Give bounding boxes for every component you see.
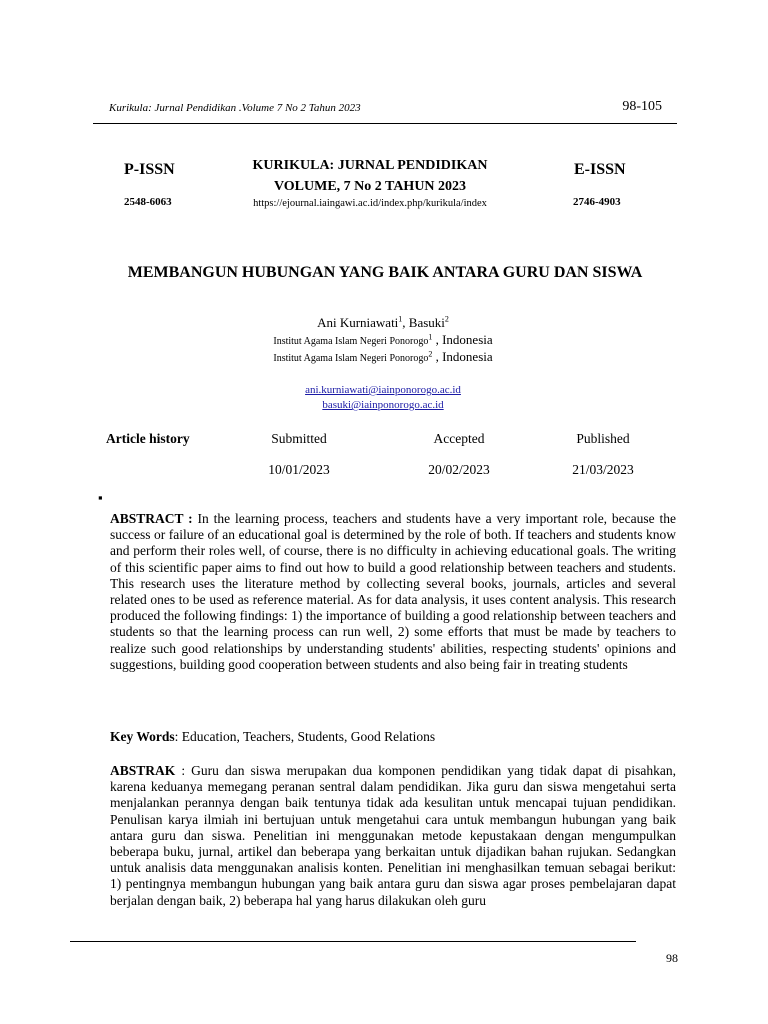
keywords-text: : Education, Teachers, Students, Good Relations bbox=[174, 729, 436, 744]
journal-url: https://ejournal.iaingawi.ac.id/index.php/kurikula/index bbox=[253, 198, 487, 209]
affiliation-2-country: , Indonesia bbox=[432, 349, 493, 364]
journal-name: KURIKULA: JURNAL PENDIDIKAN bbox=[252, 158, 488, 173]
page-range: 98-105 bbox=[622, 99, 662, 114]
p-issn-number: 2548-6063 bbox=[124, 196, 172, 208]
abstract-indonesian-text: : Guru dan siswa merupakan dua komponen pendidikan yang tidak dapat di pisahkan, karena keduanya memegang peranan sentral dalam pendidikan. Jika guru dan siswa mengetahui serta menjalankan perannya dengan baik tentunya tidak ada kesulitan untuk mencapai tujuan pendidikan. Penulisan karya ilmiah ini bertujuan untuk mengetahui cara untuk membangun hubungan yang baik antara guru dan siswa. Penelitian ini menggunakan metode kepustakaan dengan mengumpulkan beberapa buku, jurnal, artikel dan beberapa yang berkaitan untuk dijadikan bahan rujukan. Sedangkan untuk analisis data menggunakan analisis konten. Penelitian ini menghasilkan temuan sebagai berikut: 1) pentingnya membangun hubungan yang baik antara guru dan siswa agar proses pembelajaran dapat berjalan dengan baik, 2) beberapa hal yang harus dilakukan oleh guru bbox=[110, 763, 676, 908]
accepted-date: 20/02/2023 bbox=[428, 462, 490, 477]
authors bbox=[200, 315, 566, 331]
author-1: Ani Kurniawati bbox=[317, 315, 399, 330]
affiliation-1-name: Institut Agama Islam Negeri Ponorogo bbox=[273, 336, 429, 347]
published-date: 21/03/2023 bbox=[572, 462, 634, 477]
abstract-english bbox=[110, 511, 676, 673]
article-title: MEMBANGUN HUBUNGAN YANG BAIK ANTARA GURU DAN SISWA bbox=[127, 264, 643, 281]
affiliation-1-mark: 1 bbox=[428, 332, 433, 342]
keywords bbox=[110, 729, 435, 745]
article-history-label: Article history bbox=[106, 431, 190, 446]
affiliation-1-country: , Indonesia bbox=[432, 332, 493, 347]
submitted-label: Submitted bbox=[271, 431, 327, 446]
email-link-1[interactable]: ani.kurniawati@iainponorogo.ac.id bbox=[305, 384, 461, 396]
author-2: Basuki bbox=[408, 315, 445, 330]
page-number: 98 bbox=[666, 951, 678, 965]
e-issn-number: 2746-4903 bbox=[573, 196, 621, 208]
keywords-label: Key Words bbox=[110, 729, 175, 744]
accepted-label: Accepted bbox=[433, 431, 485, 446]
e-issn-label: E-ISSN bbox=[574, 161, 626, 178]
affiliation-1 bbox=[180, 332, 586, 348]
header-rule bbox=[93, 123, 677, 124]
affiliation-2 bbox=[180, 349, 586, 365]
abstract-english-label: ABSTRACT : bbox=[110, 511, 193, 526]
submitted-date: 10/01/2023 bbox=[268, 462, 330, 477]
bullet-marker: ▪ bbox=[98, 490, 103, 505]
abstract-english-text: In the learning process, teachers and students have a very important role, because the success or failure of an educational goal is determined by the role of both. If teachers and students know and perform their roles well, of course, there is no difficulty in achieving educational goals. The writing of this scientific paper aims to find out how to build a good relationship between teachers and students. This research uses the literature method by collecting several books, journals, articles and several related ones to be used as reference material. As for data analysis, it uses content analysis. This research produced the following findings: 1) the importance of building a good relationship between teachers and students so that the learning process can run well, 2) some efforts that must be made by teachers to realize such good relationships by understanding students' abilities, respecting students' opinions and suggestions, building good cooperation between students and also being fair in treating students bbox=[110, 511, 676, 672]
journal-volume: VOLUME, 7 No 2 TAHUN 2023 bbox=[273, 179, 467, 194]
email-link-2[interactable]: basuki@iainponorogo.ac.id bbox=[322, 399, 444, 411]
affiliation-2-name: Institut Agama Islam Negeri Ponorogo bbox=[273, 353, 429, 364]
footer-rule bbox=[70, 941, 636, 942]
author-1-affil-mark: 1 bbox=[398, 314, 403, 324]
author-separator: , bbox=[402, 315, 409, 330]
author-2-affil-mark: 2 bbox=[444, 314, 449, 324]
abstract-indonesian bbox=[110, 763, 676, 909]
running-head: Kurikula: Jurnal Pendidikan .Volume 7 No 2 Tahun 2023 bbox=[109, 102, 361, 114]
affiliation-2-mark: 2 bbox=[428, 349, 433, 359]
published-label: Published bbox=[576, 431, 630, 446]
abstract-indonesian-label: ABSTRAK bbox=[110, 763, 176, 778]
p-issn-label: P-ISSN bbox=[124, 161, 175, 178]
